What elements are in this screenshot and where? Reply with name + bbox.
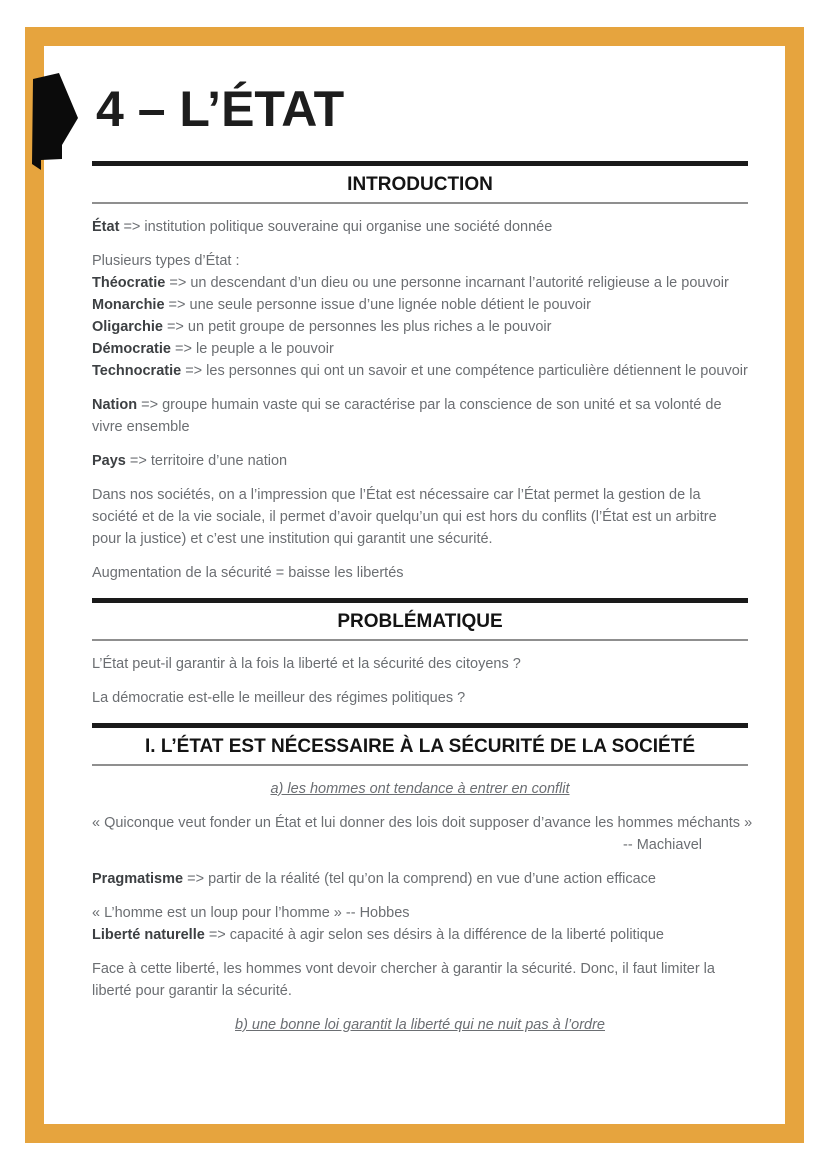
bookmark-icon [31, 73, 78, 170]
definition-term: Pragmatisme [92, 871, 184, 887]
type-theocratie [92, 272, 748, 294]
definition-text: => institution politique souveraine qui organise une société donnée [123, 219, 553, 235]
definition-liberte-naturelle [92, 924, 748, 946]
quote-hobbes-text: « L’homme est un loup pour l’homme » -- Hobbes [92, 905, 410, 921]
definition-term: Oligarchie [92, 319, 163, 335]
definition-text: => capacité à agir selon ses désirs à la différence de la liberté politique [208, 927, 664, 943]
definition-pragmatisme [92, 868, 748, 890]
definition-text: => groupe humain vaste qui se caractérise par la conscience de son unité et sa volonté de vivre ensemble [92, 397, 722, 435]
type-technocratie [92, 360, 748, 382]
subheading-b: b) une bonne loi garantit la liberté qui ne nuit pas à l’ordre [235, 1017, 605, 1033]
section-heading-introduction: INTRODUCTION [92, 161, 748, 204]
definition-term: Liberté naturelle [92, 927, 205, 943]
definition-pays [92, 450, 748, 472]
definition-term: Nation [92, 397, 138, 413]
section-heading-problematique: PROBLÉMATIQUE [92, 598, 748, 641]
problematique-question-2: La démocratie est-elle le meilleur des régimes politiques ? [92, 690, 466, 706]
quote-machiavel-author: -- Machiavel [623, 837, 702, 853]
types-lead-line: Plusieurs types d’État : [92, 253, 240, 269]
types-detat-list [92, 250, 748, 382]
type-oligarchie [92, 316, 748, 338]
definition-term: Pays [92, 453, 126, 469]
type-monarchie [92, 294, 748, 316]
quote-machiavel-text: « Quiconque veut fonder un État et lui donner des lois doit supposer d’avance les hommes méchants » [92, 815, 753, 831]
type-democratie [92, 338, 748, 360]
problematique-question-1: L’État peut-il garantir à la fois la liberté et la sécurité des citoyens ? [92, 656, 521, 672]
definition-text: => un petit groupe de personnes les plus riches a le pouvoir [166, 319, 552, 335]
definition-text: => territoire d’une nation [129, 453, 288, 469]
chapter-title: 4 – L’ÉTAT [96, 81, 345, 137]
definition-text: => les personnes qui ont un savoir et une compétence particulière détiennent le pouvoir [185, 363, 748, 379]
definition-nation [92, 394, 748, 438]
paragraph-gestion: Dans nos sociétés, on a l’impression que l’État est nécessaire car l’État permet la gestion de la société et de la vie sociale, il permet d’avoir quelqu’un qui est hors du conflits (l’État est un arbitre pour la justice) et c’est une institution qui garantit une sécurité. [92, 487, 717, 547]
hobbes-liberte-block [92, 902, 748, 946]
paragraph-face-liberte: Face à cette liberté, les hommes vont devoir chercher à garantir la sécurité. Donc, il faut limiter la liberté pour garantir la sécurité. [92, 961, 715, 999]
definition-text: => un descendant d’un dieu ou une personne incarnant l’autorité religieuse a le pouvoir [169, 275, 729, 291]
definition-term: Monarchie [92, 297, 165, 313]
subheading-a: a) les hommes ont tendance à entrer en conflit [270, 781, 570, 797]
paragraph-augmentation-securite: Augmentation de la sécurité = baisse les libertés [92, 565, 404, 581]
definition-term: État [92, 219, 120, 235]
definition-term: Technocratie [92, 363, 182, 379]
definition-text: => partir de la réalité (tel qu’on la comprend) en vue d’une action efficace [187, 871, 656, 887]
definition-term: Théocratie [92, 275, 166, 291]
document-content [92, 161, 753, 1048]
definition-text: => le peuple a le pouvoir [175, 341, 334, 357]
definition-term: Démocratie [92, 341, 171, 357]
section-heading-part1: I. L’ÉTAT EST NÉCESSAIRE À LA SÉCURITÉ DE LA SOCIÉTÉ [92, 723, 748, 766]
definition-etat [92, 216, 748, 238]
definition-text: => une seule personne issue d’une lignée noble détient le pouvoir [168, 297, 591, 313]
quote-machiavel-block [92, 812, 753, 856]
